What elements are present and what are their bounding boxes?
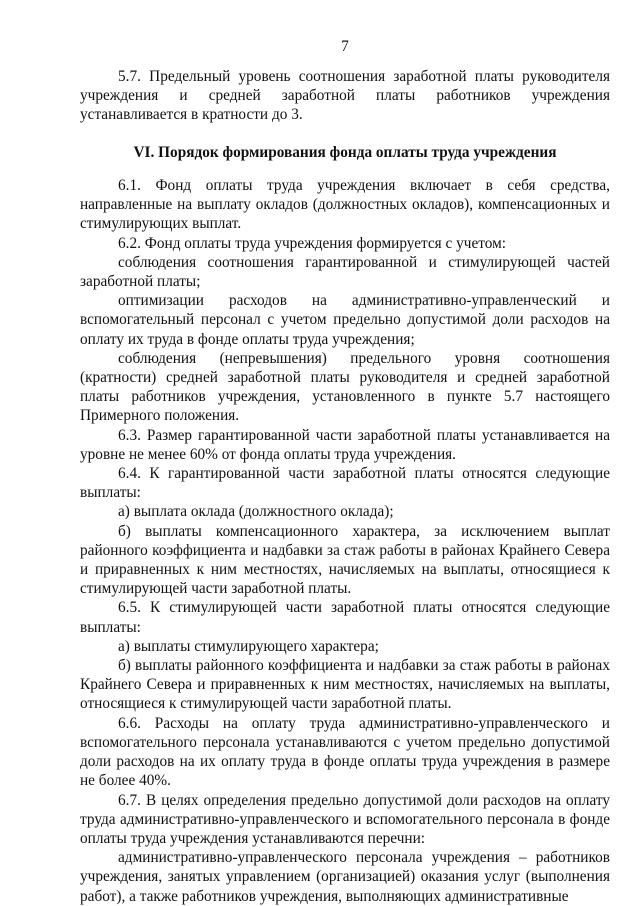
page-number: 7 <box>341 38 349 55</box>
paragraph: 5.7. Предельный уровень соотношения заработной платы руководителя учреждения и средней заработной платы работников учреждения устанавливается в кратности до 3. <box>80 68 610 124</box>
section-title: VI. Порядок формирования фонда оплаты труда учреждения <box>133 144 557 161</box>
section-body <box>80 176 610 906</box>
paragraph: соблюдения соотношения гарантированной и стимулирующей частей заработной платы; <box>80 253 610 291</box>
paragraph-5-7 <box>80 67 610 125</box>
paragraph: 6.2. Фонд оплаты труда учреждения формируется с учетом: <box>118 234 507 252</box>
paragraph: административно-управленческого персонала учреждения – работников учреждения, занятых управлением (организацией) оказания услуг (выполнения работ), а также работников учреждения, выполняющих административные <box>80 849 610 905</box>
paragraph: б) выплаты компенсационного характера, за исключением выплат районного коэффициента и надбавки за стаж работы в районах Крайнего Севера и приравненных к ним местностях, начисляемых на выплаты, относящиеся к стимулирующей части заработной платы. <box>80 522 610 598</box>
paragraph: 6.4. К гарантированной части заработной платы относятся следующие выплаты: <box>80 465 610 502</box>
paragraph: оптимизации расходов на административно-управленческий и вспомогательный персонал с учетом предельно допустимой доли расходов на оплату их труда в фонде оплаты труда учреждения; <box>80 292 610 348</box>
paragraph: соблюдения (непревышения) предельного уровня соотношения (кратности) средней заработной платы руководителя и средней заработной платы работников учреждения, установленного в пункте 5.7 настоящего Примерного положения. <box>80 349 610 425</box>
paragraph: 6.1. Фонд оплаты труда учреждения включает в себя средства, направленные на выплату окладов (должностных окладов), компенсационных и стимулирующих выплат. <box>80 177 610 233</box>
paragraph: 6.3. Размер гарантированной части заработной платы устанавливается на уровне не менее 60% от фонда оплаты труда учреждения. <box>80 426 610 463</box>
paragraph: а) выплаты стимулирующего характера; <box>118 637 379 655</box>
paragraph: 6.5. К стимулирующей части заработной платы относятся следующие выплаты: <box>80 599 610 636</box>
paragraph: 6.7. В целях определения предельно допустимой доли расходов на оплату труда административно-управленческого и вспомогательного персонала в фонде оплаты труда учреждения устанавливаются перечни: <box>80 791 610 847</box>
paragraph: 6.6. Расходы на оплату труда административно-управленческого и вспомогательного персонала устанавливаются с учетом предельно допустимой доли расходов на их оплату труда в фонде оплаты труда учреждения в размере не более 40%. <box>80 714 610 790</box>
paragraph: а) выплата оклада (должностного оклада); <box>118 503 394 521</box>
paragraph: б) выплаты районного коэффициента и надбавки за стаж работы в районах Крайнего Севера и приравненных к ним местностях, начисляемых на выплаты, относящиеся к стимулирующей части заработной платы. <box>80 657 610 713</box>
